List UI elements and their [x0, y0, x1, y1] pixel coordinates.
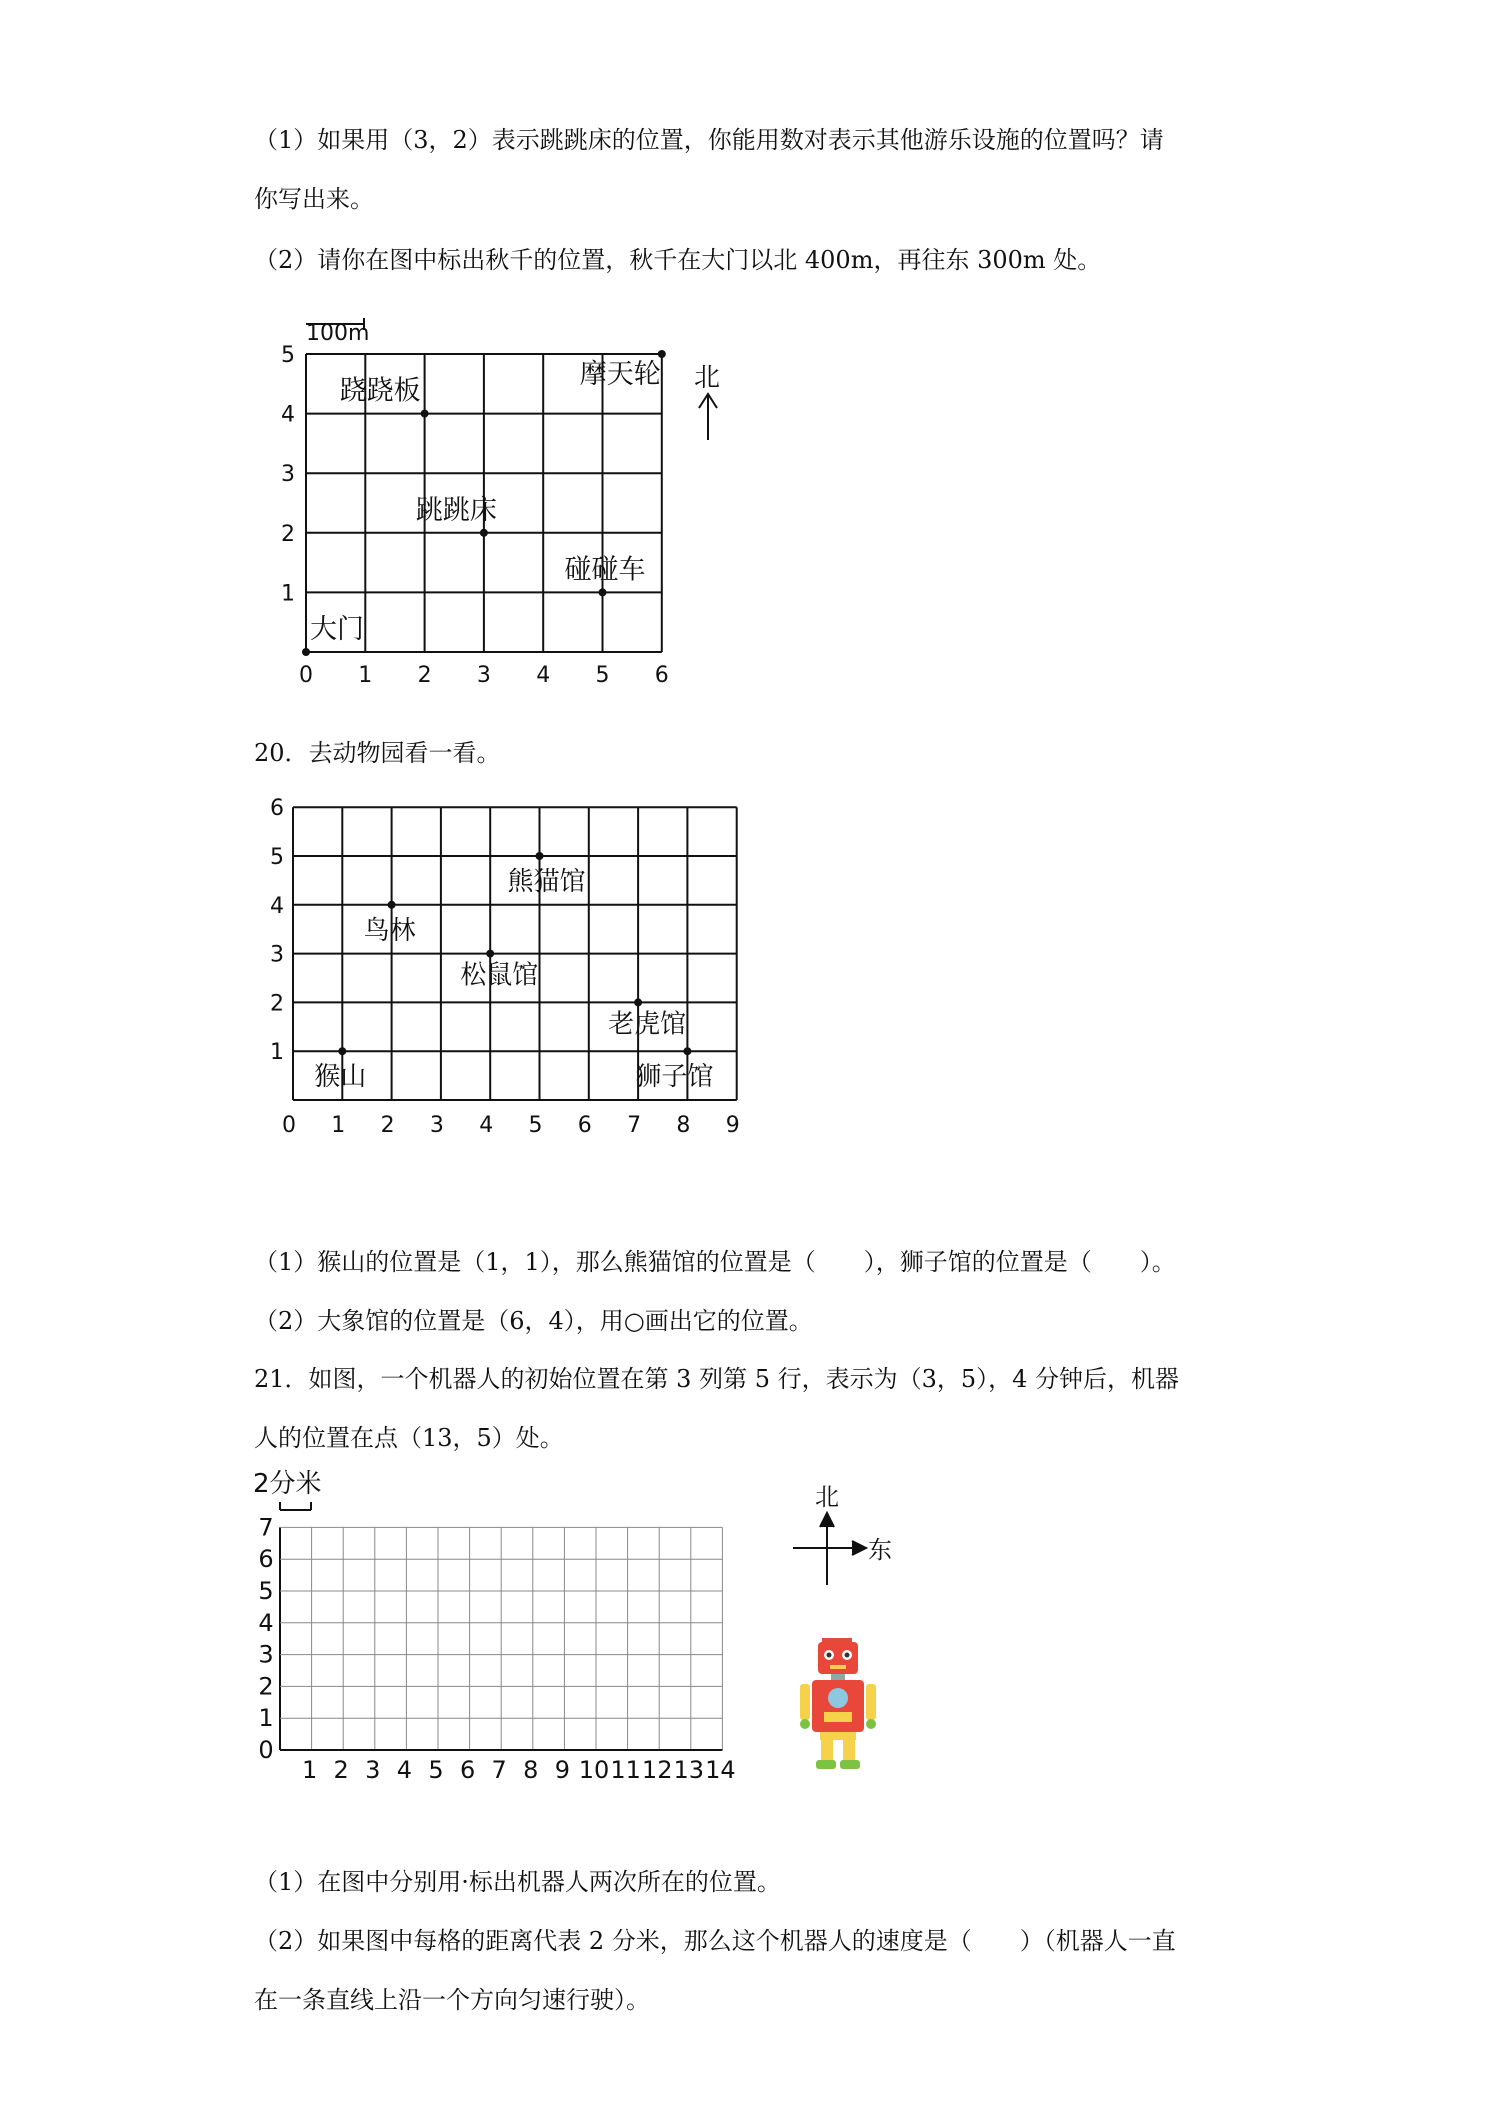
q19-sub1-line1: （1）如果用（3，2）表示跳跳床的位置，你能用数对表示其他游乐设施的位置吗？请	[254, 126, 1164, 154]
x-tick-label: 14	[705, 1756, 736, 1784]
place-label: 跷跷板	[339, 375, 421, 407]
y-tick-label: 7	[258, 1513, 274, 1542]
y-tick-label: 6	[258, 1545, 274, 1574]
y-tick-label: 3	[281, 462, 295, 488]
y-tick-label: 1	[270, 1040, 284, 1066]
x-tick-label: 3	[476, 663, 491, 688]
x-tick-label: 1	[358, 663, 373, 688]
q19-sub1-line2: 你写出来。	[254, 185, 374, 213]
q21-sub2-line2: 在一条直线上沿一个方向匀速行驶）。	[254, 1986, 650, 2014]
x-tick-label: 2	[417, 663, 432, 688]
x-tick-label: 9	[554, 1756, 571, 1784]
x-tick-label: 2	[380, 1113, 395, 1138]
compass-icon	[793, 1513, 866, 1585]
x-tick-label: 4	[479, 1113, 494, 1138]
place-label: 松鼠馆	[460, 960, 539, 991]
y-tick-label: 3	[270, 942, 284, 968]
y-tick-label: 4	[281, 402, 295, 428]
north-label: 北	[815, 1483, 839, 1511]
north-label: 北	[694, 363, 721, 393]
x-tick-label: 6	[459, 1756, 476, 1784]
place-label: 熊猫馆	[507, 867, 586, 897]
q21-sub2-line1: （2）如果图中每格的距离代表 2 分米，那么这个机器人的速度是（ ）（机器人一直	[254, 1927, 1176, 1955]
x-tick-label: 3	[365, 1756, 381, 1784]
x-tick-label: 6	[654, 663, 669, 688]
x-tick-label: 12	[641, 1756, 673, 1784]
q20-sub2: （2）大象馆的位置是（6，4），用○画出它的位置。	[254, 1307, 813, 1335]
x-tick-label: 5	[428, 1756, 444, 1784]
y-tick-label: 5	[270, 845, 284, 870]
y-tick-label: 2	[270, 991, 284, 1017]
place-label: 摩天轮	[579, 359, 661, 390]
place-label: 猴山	[314, 1062, 367, 1093]
robot-icon	[800, 1638, 876, 1769]
x-tick-label: 0	[282, 1113, 296, 1138]
q20-sub1: （1）猴山的位置是（1，1），那么熊猫馆的位置是（ ），狮子馆的位置是（ ）。	[254, 1248, 1176, 1276]
x-tick-label: 10	[578, 1756, 610, 1784]
y-tick-label: 5	[281, 343, 295, 368]
place-label: 大门	[310, 614, 364, 645]
scale-label: 2分米	[253, 1469, 322, 1499]
x-tick-label: 8	[676, 1113, 691, 1138]
x-tick-label: 4	[536, 663, 551, 688]
x-tick-label: 1	[331, 1113, 346, 1138]
y-tick-label: 1	[258, 1704, 274, 1733]
q20-title: 20．去动物园看一看。	[254, 739, 501, 767]
y-tick-label: 3	[258, 1640, 274, 1669]
y-tick-label: 2	[281, 521, 295, 547]
q21-line2: 人的位置在点（13，5）处。	[254, 1424, 564, 1452]
x-tick-label: 1	[301, 1756, 318, 1784]
x-tick-label: 3	[429, 1113, 444, 1138]
x-tick-label: 7	[491, 1756, 507, 1784]
east-label: 东	[868, 1536, 892, 1564]
y-tick-label: 4	[258, 1608, 274, 1637]
x-tick-label: 7	[627, 1113, 642, 1138]
y-tick-label: 5	[258, 1577, 274, 1605]
q19-sub2: （2）请你在图中标出秋千的位置，秋千在大门以北 400m，再往东 300m 处。	[254, 246, 1102, 274]
place-label: 狮子馆	[635, 1062, 714, 1093]
x-tick-label: 5	[595, 663, 610, 688]
y-tick-label: 1	[281, 581, 295, 607]
x-tick-label: 13	[673, 1756, 705, 1784]
x-tick-label: 6	[577, 1113, 592, 1138]
scale-label: 100m	[306, 321, 370, 346]
y-tick-label: 6	[270, 796, 284, 822]
y-tick-label: 0	[258, 1736, 274, 1764]
q21-sub1: （1）在图中分别用·标出机器人两次所在的位置。	[254, 1868, 781, 1896]
x-tick-label: 2	[333, 1756, 349, 1784]
q21-line1: 21．如图，一个机器人的初始位置在第 3 列第 5 行，表示为（3，5），4 分钟后，机器	[254, 1365, 1180, 1393]
x-tick-label: 8	[523, 1756, 539, 1784]
x-tick-label: 11	[610, 1756, 641, 1784]
y-tick-label: 2	[258, 1672, 274, 1701]
y-tick-label: 4	[270, 893, 284, 919]
x-tick-label: 0	[299, 663, 313, 688]
x-tick-label: 9	[725, 1113, 740, 1138]
place-label: 碰碰车	[564, 554, 646, 586]
x-tick-label: 5	[528, 1113, 543, 1138]
place-label: 老虎馆	[608, 1009, 687, 1040]
x-tick-label: 4	[396, 1756, 413, 1784]
place-label: 鸟林	[363, 915, 416, 946]
place-label: 跳跳床	[415, 494, 497, 526]
